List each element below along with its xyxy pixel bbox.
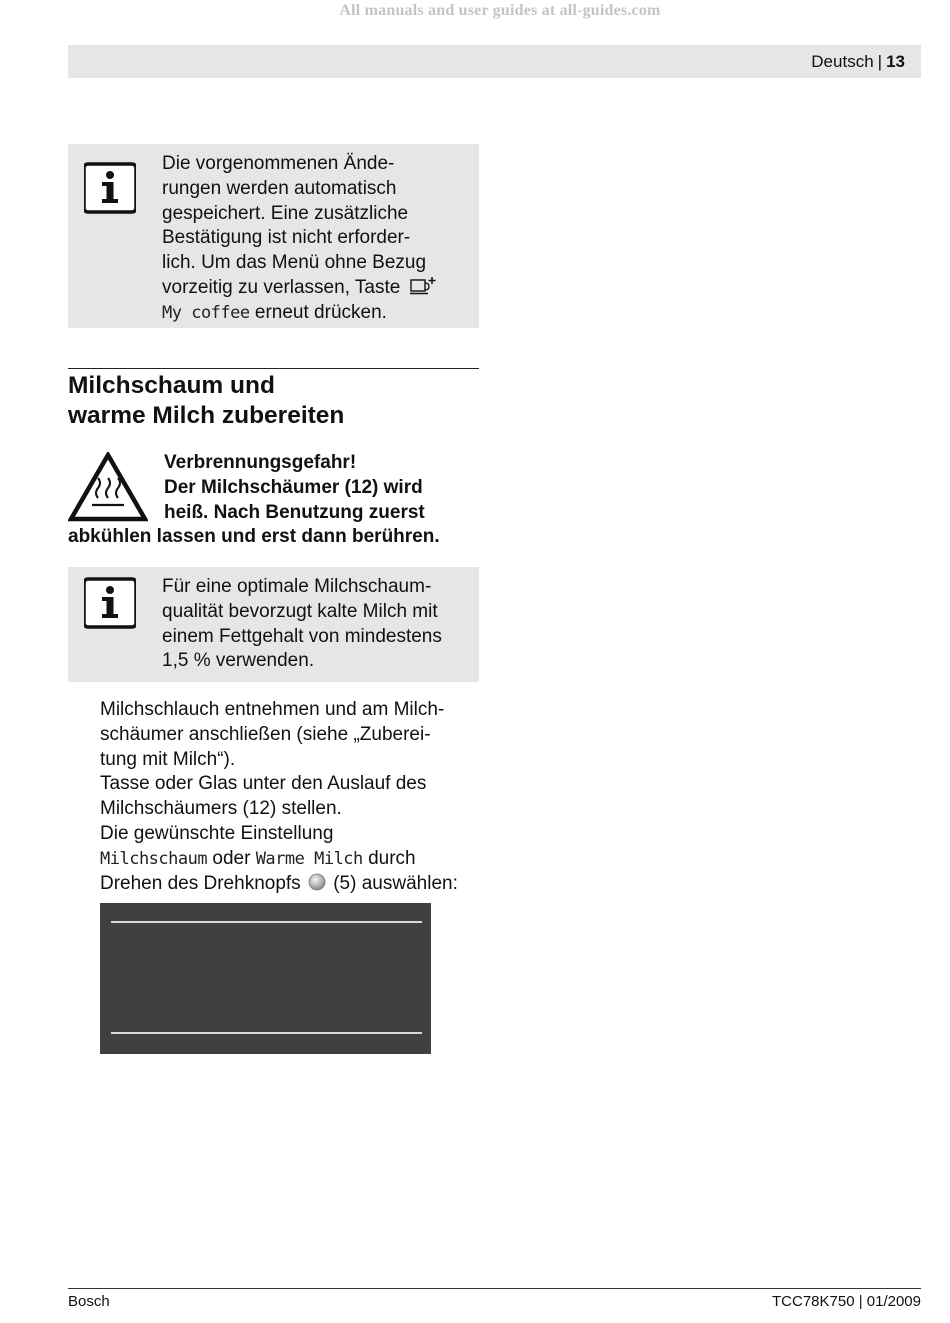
text-line: einem Fettgehalt von mindestens [162, 625, 442, 647]
header-separator: | [877, 52, 883, 71]
step-line: Tasse oder Glas unter den Auslauf des [100, 773, 427, 795]
section-rule [68, 368, 479, 369]
text-line: qualität bevorzugt kalte Milch mit [162, 600, 438, 622]
text-line: lich. Um das Menü ohne Bezug [162, 252, 427, 274]
option-milchschaum: Milchschaum [100, 848, 208, 869]
footer-brand: Bosch [68, 1293, 110, 1310]
step-line: schäumer anschließen (siehe „Zuberei- [100, 723, 431, 745]
step-line [100, 872, 485, 897]
page-number: 13 [886, 52, 905, 71]
warning-text [164, 451, 484, 525]
text-fragment: (5) auswählen: [333, 872, 458, 894]
footer-rule [68, 1288, 921, 1289]
warning-line: Der Milchschäumer (12) wird [164, 476, 423, 498]
text-line: rungen werden automatisch [162, 177, 397, 199]
step-line [100, 847, 485, 872]
display-top-line [111, 921, 422, 923]
text-fragment: vorzeitig zu verlassen, Taste [162, 276, 401, 298]
display-bottom-line [111, 1032, 422, 1034]
title-line: warme Milch zubereiten [68, 402, 345, 429]
header-text [811, 52, 905, 72]
info-box-milk-quality [68, 567, 479, 682]
text-line: Für eine optimale Milchschaum- [162, 576, 432, 597]
info-text-milk-quality [162, 575, 474, 674]
text-fragment: oder [212, 847, 251, 869]
warning-line: Verbrennungsgefahr! [164, 452, 357, 473]
info-box-autosave [68, 144, 479, 328]
text-fragment: durch [368, 847, 416, 869]
text-line: gespeichert. Eine zusätzliche [162, 202, 409, 224]
machine-display [100, 903, 431, 1054]
text-line [162, 276, 474, 301]
info-icon [84, 158, 136, 222]
text-line: 1,5 % verwenden. [162, 650, 315, 672]
step-line: Milchschlauch entnehmen und am Milch- [100, 699, 445, 720]
title-line: Milchschaum und [68, 372, 275, 399]
hot-surface-warning-icon [68, 452, 148, 522]
watermark: All manuals and user guides at all-guides.com [339, 2, 661, 19]
footer-model: TCC78K750 | 01/2009 [772, 1293, 921, 1310]
step-line: tung mit Milch“). [100, 748, 236, 770]
step-line: Milchschäumers (12) stellen. [100, 798, 342, 820]
info-icon [84, 573, 136, 637]
text-line: Bestätigung ist nicht erforder- [162, 227, 411, 249]
rotary-knob-icon [308, 873, 326, 891]
header-language: Deutsch [811, 52, 874, 71]
my-coffee-key-label: My coffee [162, 302, 250, 323]
instruction-steps [100, 698, 485, 896]
warning-line-last: abkühlen lassen und erst dann berühren. [68, 526, 440, 547]
cup-plus-icon [409, 276, 437, 296]
text-fragment: erneut drücken. [254, 301, 387, 323]
page-header [68, 45, 921, 78]
section-title [68, 371, 479, 431]
info-text-autosave [162, 152, 474, 326]
option-warme-milch: Warme Milch [255, 848, 363, 869]
text-line [162, 301, 474, 326]
step-line: Die gewünschte Einstellung [100, 822, 334, 844]
warning-line: heiß. Nach Benutzung zuerst [164, 501, 425, 523]
text-fragment: Drehen des Drehknopfs [100, 872, 301, 894]
text-line: Die vorgenommenen Ände- [162, 153, 395, 174]
